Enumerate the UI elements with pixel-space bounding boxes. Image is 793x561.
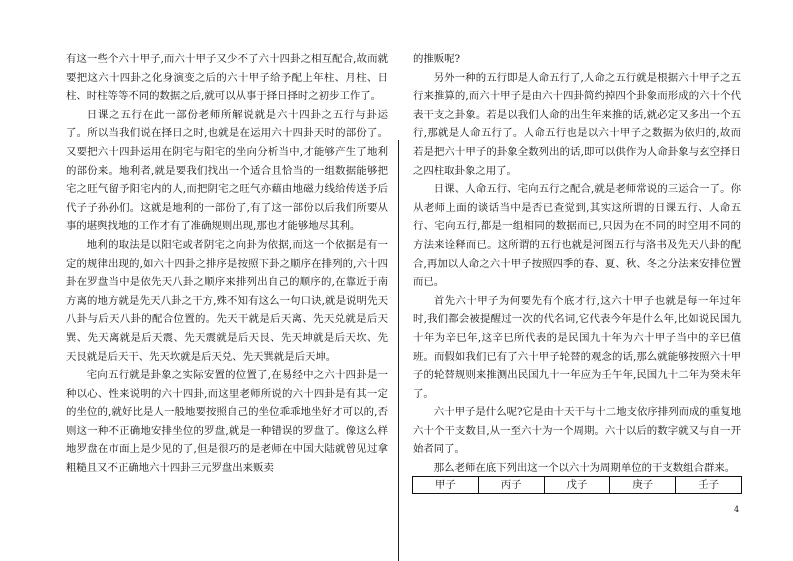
right-paragraph-2: 另外一种的五行即是人命五行了,人命之五行就是根据六十甲子之五行来推算的,而六十甲子是由六十四卦简约掉四个卦象而形成的六十个代表干支之卦象。若是以我们人命的出生年来推的话,就必定又多出一个五行,那就是人命五行了。人命五行也是以六十甲子之数据为依归的,故而若是把六十甲子的卦象全数列出的话,即可以供作为人命卦象与玄空择日之四柱取卦象之用了。: [413, 71, 741, 177]
left-paragraph-4: 宅向五行就是卦象之实际安置的位置了,在易经中之六十四卦是一种以心、性来说明的六十四卦,而这里老师所说的六十四卦是有其一定的坐位的,就好比是人一般地要按照自己的坐位乖乖地坐好才可以的,否则这一种不正确地安排坐位的罗盘,就是一种错误的罗盘了。像这么样地罗盘在市面上是少见的了,但是很巧的是老师在中国大陆就曾见过拿粗糙且又不正确地六十四卦三元罗盘出来贩卖: [66, 369, 388, 475]
column-divider: [398, 140, 399, 561]
ganzhi-cell: 庚子: [610, 477, 676, 493]
ganzhi-cell: 甲子: [413, 477, 479, 493]
ganzhi-cell: 壬子: [698, 479, 719, 491]
left-paragraph-2: 日课之五行在此一部份老师所解说就是六十四卦之五行与卦运了。所以当我们说在择日之时,也就是在运用六十四卦天时的部份了。又要把六十四卦运用在阴宅与阳宅的坐向分析当中,才能够产生了地利的部份来。地利者,就是要我们找出一个适合且恰当的一组数据能够把宅之旺气留予阳宅内的人,而把阴宅之旺气亦藉由地磁力线给传送予后代子子孙孙们。这就是地利的一部份了,有了这一部份以后我们所要从事的堪舆找地的工作才有了准确规则出现,那也才能够地尽其利。: [66, 108, 388, 233]
right-paragraph-5: 六十甲子是什么呢?它是由十天干与十二地支依序排列而成的重复地六十个干支数目,从一至六十为一个周期。六十以后的数字就又与自一开始者同了。: [413, 406, 741, 456]
ganzhi-cell: 丙子: [479, 477, 545, 493]
right-paragraph-4: 首先六十甲子为何要先有个底才行,这六十甲子也就是每一年过年时,我们都会被提醒过一次的代名词,它代表今年是什么年,比如说民国九十年为辛巳年,这辛巳所代表的是民国九十年为六十甲子当中的辛巳值班。而假如我们已有了六十甲子轮替的观念的话,那么就能够按照六十甲子的轮替规则来推测出民国九十一年应为壬午年,民国九十二年为癸未年了。: [413, 294, 741, 400]
ganzhi-cell: 戊子: [545, 477, 611, 493]
right-paragraph-1: 的推贩呢?: [413, 53, 461, 65]
page-number: 4: [734, 505, 740, 514]
left-column: [66, 50, 388, 478]
right-paragraph-3: 日课、人命五行、宅向五行之配合,就是老师常说的三运合一了。你从老师上面的谈话当中是否已查觉到,其实这所谓的日课五行、人命五行、宅向五行,都是一组相同的数据而已,只因为在不同的时空用不同的方法来诠释而已。这所谓的五行也就是河图五行与洛书及先天八卦的配合,再加以人命之六十甲子按照四季的春、夏、秋、冬之分法来安排位置而已。: [413, 183, 741, 289]
ganzhi-table: [412, 476, 742, 494]
left-paragraph-3: 地利的取法是以阳宅或者阴宅之向卦为依据,而这一个依据是有一定的规律出现的,如六十四卦之排序是按照下卦之顺序在排列的,六十四卦在罗盘当中是依先天八卦之顺序来排列出自己的顺序的,在靠近于南方离的地方就是先天八卦之干方,殊不知有这么一句口诀,就是说明先天八卦与后天八卦的配合位置的。先天干就是后天离、先天兑就是后天巽、先天离就是后天震、先天震就是后天艮、先天坤就是后天坎、先天艮就是后天干、先天坎就是后天兑、先天巽就是后天坤。: [66, 238, 388, 363]
right-column: [413, 50, 741, 478]
left-paragraph-1: 有这一些个六十甲子,而六十甲子又少不了六十四卦之相互配合,故而就要把这六十四卦之化身演变之后的六十甲子给予配上年柱、月柱、日柱、时柱等等不同的数据之后,就可以从事于择日择时之初步工作了。: [66, 53, 388, 103]
right-paragraph-6: 那么老师在底下列出这一个以六十为周期单位的干支数组合群来。: [433, 462, 736, 475]
